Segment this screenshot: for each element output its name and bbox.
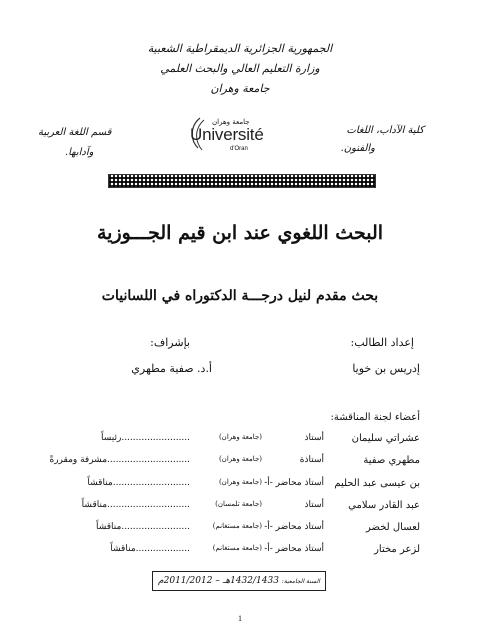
jury-member-role: ........................مناقشاً — [95, 522, 190, 532]
jury-member-university: (جامعة مستغانم) — [212, 522, 262, 530]
thesis-title: البحث اللغوي عند ابن قيم الجـــوزية — [96, 222, 384, 244]
jury-member-role: ...................مناقشاً — [110, 544, 190, 554]
faculty-line-1: كلية الآداب، اللغات — [346, 125, 424, 136]
academic-year-box — [152, 571, 326, 591]
jury-member-name: مطهري صفية — [363, 455, 420, 466]
jury-member-rank: أستاذ — [304, 500, 324, 510]
logo-arabic-text: جامعة وهران — [212, 118, 250, 126]
university-heading: جامعة وهران — [210, 82, 270, 95]
logo-wordmark: Université — [190, 125, 264, 144]
academic-year-value: 1432/1433هـ – 2011/2012م — [158, 576, 279, 586]
jury-member-rank: أستاذة — [299, 455, 324, 465]
jury-member-university: (جامعة مستغانم) — [212, 544, 262, 552]
jury-member-name: لعسال لخضر — [366, 522, 420, 533]
republic-heading: الجمهورية الجزائرية الديمقراطية الشعبية — [147, 42, 333, 55]
academic-year-label: السنة الجامعية: — [281, 578, 320, 585]
jury-member-rank: أستاذ محاضر -أ- — [264, 544, 324, 554]
department-line-1: قسم اللغة العربية — [38, 127, 112, 138]
jury-member-role: ...........................مناقشاً — [87, 478, 190, 488]
jury-member-role: ........................رئيساً — [101, 433, 190, 443]
department-line-2: وآدابها. — [65, 147, 94, 158]
jury-member-university: (جامعة وهران) — [218, 433, 262, 441]
page-number: 1 — [238, 614, 242, 623]
jury-member-name: لزعر مختار — [374, 544, 420, 555]
jury-member-university: (جامعة وهران) — [218, 478, 262, 486]
supervisor-name: أ.د. صفية مطهري — [131, 362, 212, 375]
university-logo — [182, 110, 302, 160]
jury-member-name: عشراتي سليمان — [351, 433, 420, 444]
faculty-line-2: والفنون. — [340, 143, 375, 154]
supervision-label: بإشراف: — [150, 336, 190, 349]
jury-member-name: عبد القادر سلامي — [348, 500, 420, 511]
jury-title: أعضاء لجنة المناقشة: — [330, 412, 420, 423]
decorative-band — [108, 174, 376, 188]
jury-row — [40, 500, 420, 518]
jury-member-university: (جامعة تلمسان) — [215, 500, 262, 508]
student-name: إدريس بن خويا — [352, 362, 420, 375]
jury-member-role: .............................مشرفة ومقررةً — [49, 455, 190, 465]
jury-row — [40, 544, 420, 562]
jury-member-rank: أستاذ محاضر -أ- — [264, 522, 324, 532]
jury-member-name: بن عيسى عبد الحليم — [334, 478, 420, 489]
ministry-heading: وزارة التعليم العالي والبحث العلمي — [160, 62, 320, 75]
thesis-subtitle: بحث مقدم لنيل درجـــة الدكتوراه في اللسانيات — [101, 288, 379, 304]
preparation-label: إعداد الطالب: — [350, 336, 414, 349]
jury-row — [40, 478, 420, 496]
jury-member-rank: أستاذ — [304, 433, 324, 443]
jury-row — [40, 433, 420, 451]
jury-row — [40, 455, 420, 473]
logo-subtext: d'Oran — [230, 146, 248, 152]
jury-member-rank: أستاذ محاضر -أ- — [264, 478, 324, 488]
jury-member-university: (جامعة وهران) — [218, 455, 262, 463]
jury-row — [40, 522, 420, 540]
jury-member-role: .............................مناقشاً — [81, 500, 190, 510]
